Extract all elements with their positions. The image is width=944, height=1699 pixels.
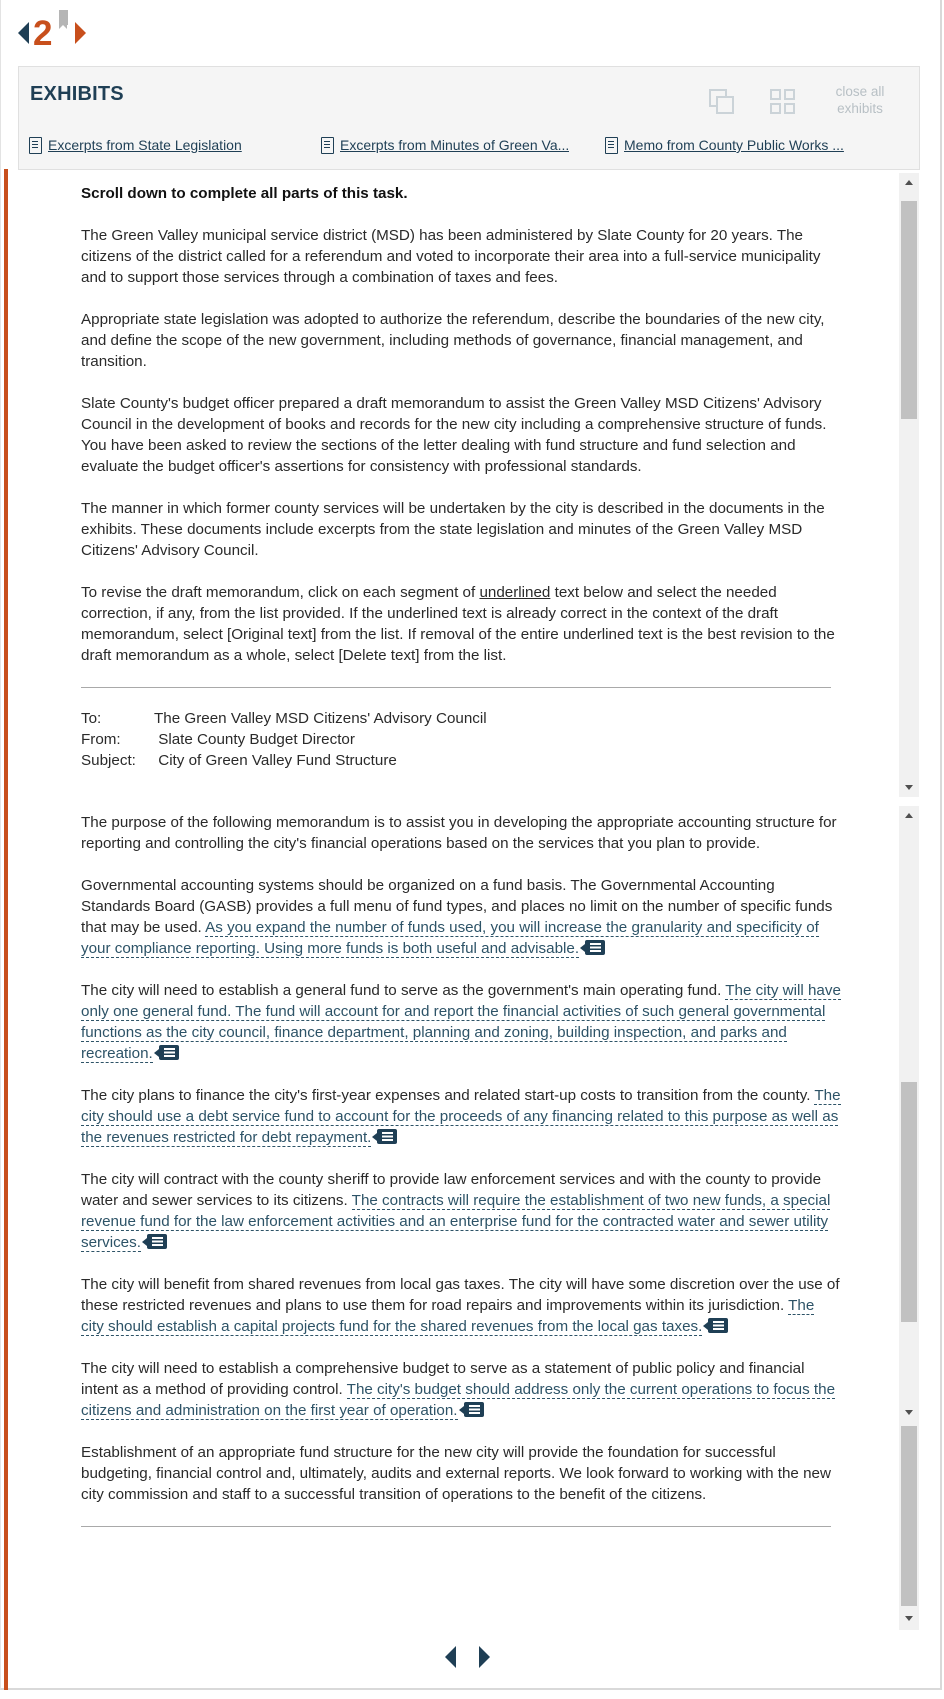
scrollbar-thumb[interactable] (901, 201, 917, 419)
scrollbar-thumb[interactable] (901, 1426, 917, 1606)
comment-icon[interactable] (147, 1234, 167, 1249)
memo-paragraph (81, 1169, 841, 1253)
instructions-heading: Scroll down to complete all parts of this task. (81, 185, 408, 202)
task-accent-bar (4, 169, 8, 1690)
next-question-icon[interactable] (75, 22, 86, 44)
exhibit-link-minutes[interactable] (321, 135, 573, 155)
memorandum-content (81, 812, 841, 1547)
scroll-down-icon[interactable] (899, 1402, 919, 1422)
close-all-label-1: close all (835, 84, 885, 99)
revision-segment-3[interactable]: The city should use a debt service fund to account for the proceeds of any financing related to this purpose as well as the revenues restricted for debt repayment. (81, 1087, 841, 1146)
previous-question-icon[interactable] (18, 22, 29, 44)
memo-paragraph (81, 1085, 841, 1148)
memo-text: The city will contract with the county sheriff to provide law enforcement services and with the county to provide water and sewer services to its citizens. (81, 1171, 822, 1209)
memo-text: Governmental accounting systems should be organized on a fund basis. The Governmental Accounting Standards Board (GASB) provides a full menu of fund types, and places no limit on the number of specific funds that may be used. (81, 877, 833, 936)
exhibits-panel (18, 66, 920, 170)
exhibit-link-label: Excerpts from State Legislation (48, 137, 242, 153)
memo-paragraph (81, 875, 841, 959)
memorandum-panel (9, 806, 919, 1630)
memo-subject-value: City of Green Valley Fund Structure (154, 752, 397, 769)
divider (81, 687, 831, 688)
memo-paragraph (81, 980, 841, 1064)
instructions-paragraph: Appropriate state legislation was adopted to authorize the referendum, describe the boundaries of the new city, and define the scope of the new government, including methods of governance, financial management, and transition. (81, 311, 825, 370)
page-nav (442, 1645, 502, 1669)
instructions-content (81, 183, 841, 771)
flag-icon[interactable] (59, 10, 68, 25)
memo-paragraph (81, 1274, 841, 1337)
memo-to-value: The Green Valley MSD Citizens' Advisory Council (154, 710, 487, 727)
instructions-paragraph: Slate County's budget officer prepared a draft memorandum to assist the Green Valley MSD Citizens' Advisory Council in the development of books and records for the new city including a comprehensive structure of funds. You have been asked to review the sections of the letter dealing with fund structure and fund selection and evaluate the budget officer's assertions for consistency with professional standards. (81, 395, 827, 475)
memo-intro: The purpose of the following memorandum is to assist you in developing the appropriate accounting structure for reporting and controlling the city's financial operations based on the services that you plan to provide. (81, 814, 837, 852)
document-icon (29, 137, 42, 154)
document-icon (605, 137, 618, 154)
previous-page-icon[interactable] (445, 1646, 456, 1668)
underlined-example: underlined (479, 584, 551, 601)
tile-windows-icon[interactable] (770, 89, 796, 115)
memo-text: The city will benefit from shared revenues from local gas taxes. The city will have some discretion over the use of these restricted revenues and plans to use them for road repairs and improvements within its jurisdiction. (81, 1276, 840, 1314)
document-icon (321, 137, 334, 154)
revision-segment-1[interactable]: As you expand the number of funds used, you will increase the granularity and specificity of your compliance reporting. Using more funds is both useful and advisable. (81, 919, 819, 957)
question-number: 2 (33, 14, 53, 53)
exhibit-link-label: Excerpts from Minutes of Green Va... (340, 137, 570, 153)
memo-header (81, 708, 841, 771)
comment-icon[interactable] (159, 1045, 179, 1060)
comment-icon[interactable] (464, 1402, 484, 1417)
instructions-paragraph: The Green Valley municipal service district (MSD) has been administered by Slate County for 20 years. The citizens of the district called for a referendum and voted to incorporate their area into a full-service municipality and to support those services through a combination of taxes and fees. (81, 227, 821, 286)
exhibit-tools (701, 83, 901, 123)
instructions-panel (9, 173, 919, 797)
instructions-text: text below and select the needed correction, if any, from the list provided. If the underlined text is already correct in the context of the draft memorandum, select [Original text] from the list. If removal of the entire underlined text is the best revision to the draft memorandum as a whole, select [Delete text] from the list. (81, 584, 835, 664)
outer-scrollbar[interactable] (899, 1422, 919, 1630)
scroll-down-icon[interactable] (899, 1608, 919, 1628)
memo-text: The city will need to establish a comprehensive budget to serve as a statement of public policy and financial intent as a method of providing control. (81, 1360, 805, 1398)
memorandum-scrollbar[interactable] (899, 806, 919, 1422)
comment-icon[interactable] (377, 1129, 397, 1144)
instructions-text: To revise the draft memorandum, click on each segment of (81, 584, 480, 601)
revision-segment-5[interactable]: The city should establish a capital projects fund for the shared revenues from the local gas taxes. (81, 1297, 815, 1335)
memo-to-label: To: (81, 710, 102, 727)
scroll-down-icon[interactable] (899, 777, 919, 797)
next-page-icon[interactable] (479, 1646, 490, 1668)
memo-subject-label: Subject: (81, 752, 136, 769)
exhibit-link-label: Memo from County Public Works ... (624, 137, 844, 153)
exhibit-link-state-legislation[interactable] (29, 135, 259, 155)
exhibit-link-public-works-memo[interactable] (605, 135, 860, 155)
scroll-up-icon[interactable] (899, 173, 919, 193)
memo-paragraph (81, 1358, 841, 1421)
close-all-exhibits-button[interactable] (819, 83, 901, 117)
memo-text: The city will need to establish a general fund to serve as the government's main operating fund. (81, 982, 726, 999)
comment-icon[interactable] (585, 940, 605, 955)
revision-segment-4[interactable]: The contracts will require the establishment of two new funds, a special revenue fund for the law enforcement activities and an enterprise fund for the contracted water and sewer utility services. (81, 1192, 831, 1251)
divider (81, 1526, 831, 1527)
cascade-windows-icon[interactable] (709, 89, 735, 115)
memo-from-value: Slate County Budget Director (154, 731, 355, 748)
instructions-paragraph (81, 582, 841, 666)
memo-text: The city plans to finance the city's first-year expenses and related start-up costs to transition from the county. (81, 1087, 815, 1104)
exhibit-links (29, 135, 909, 155)
revision-segment-2[interactable]: The city will have only one general fund. The fund will account for and report the financial activities of such general governmental functions as the city council, finance department, planning and zoning, building inspection, and parks and recreation. (81, 982, 841, 1062)
memo-closing: Establishment of an appropriate fund structure for the new city will provide the foundation for successful budgeting, financial control and, ultimately, audits and external reports. We look forward to working with the new city commission and staff to a successful transition of operations to the benefit of the citizens. (81, 1444, 831, 1503)
exhibits-title: EXHIBITS (30, 83, 124, 105)
close-all-label-2: exhibits (837, 101, 883, 116)
instructions-paragraph: The manner in which former county services will be undertaken by the city is described in the documents in the exhibits. These documents include excerpts from the state legislation and minutes of the Green Valley MSD Citizens' Advisory Council. (81, 500, 825, 559)
comment-icon[interactable] (708, 1318, 728, 1333)
memo-from-label: From: (81, 731, 121, 748)
question-nav (18, 10, 98, 54)
instructions-scrollbar[interactable] (899, 173, 919, 797)
scrollbar-thumb[interactable] (901, 1082, 917, 1322)
scroll-up-icon[interactable] (899, 806, 919, 826)
revision-segment-6[interactable]: The city's budget should address only the current operations to focus the citizens and administration on the first year of operation. (81, 1381, 836, 1419)
